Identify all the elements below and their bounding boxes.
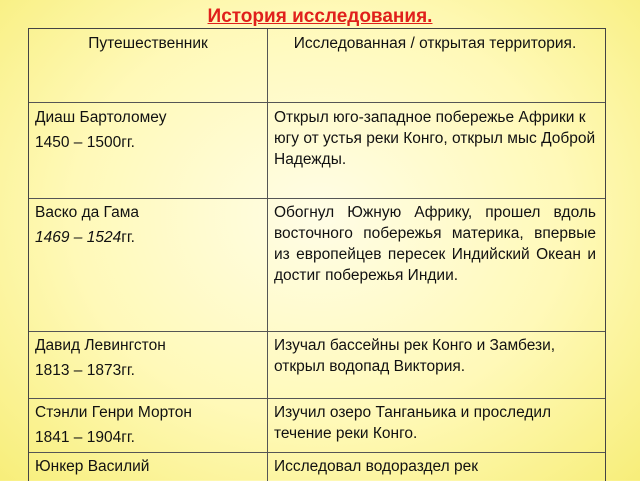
header-territory: Исследованная / открытая территория.	[293, 35, 577, 52]
row-divider	[29, 398, 605, 399]
row-divider	[29, 452, 605, 453]
traveler-name: Диаш Бартоломеу	[35, 109, 167, 126]
row-divider	[29, 102, 605, 103]
header-traveler: Путешественник	[88, 35, 208, 52]
traveler-years: 1813 – 1873гг.	[35, 362, 135, 379]
traveler-years-suffix: гг.	[121, 229, 135, 246]
table-row-traveler	[35, 202, 261, 248]
traveler-name: Давид Левингстон	[35, 337, 166, 354]
traveler-name: Юнкер Василий	[35, 458, 150, 475]
traveler-years: 1450 – 1500гг.	[35, 134, 135, 151]
history-table	[28, 28, 606, 481]
traveler-years-italic: 1469 – 1524	[35, 229, 122, 246]
traveler-years: 1841 – 1904гг.	[35, 429, 135, 446]
traveler-years	[35, 227, 261, 248]
row-divider	[29, 331, 605, 332]
table-row-traveler	[35, 107, 261, 153]
table-row-description: Изучил озеро Танганьика и проследил течение реки Конго.	[274, 404, 552, 442]
table-row-description: Исследовал водораздел рек	[274, 458, 479, 475]
table-row-traveler	[35, 335, 261, 381]
column-divider	[267, 29, 268, 481]
table-row-description: Обогнул Южную Африку, прошел вдоль восточного побережья материка, впервые из европейцев пересек Индийский Океан и достиг побережья Индии.	[274, 204, 596, 284]
row-divider	[29, 198, 605, 199]
table-row-traveler	[35, 456, 261, 477]
traveler-name: Стэнли Генри Мортон	[35, 404, 192, 421]
table-row-description: Изучал бассейны рек Конго и Замбези, открыл водопад Виктория.	[274, 337, 556, 375]
table-row-traveler	[35, 402, 261, 448]
traveler-name: Васко да Гама	[35, 204, 139, 221]
table-row-description: Открыл юго-западное побережье Африки к югу от устья реки Конго, открыл мыс Доброй Надежды.	[274, 109, 596, 168]
page-title: История исследования.	[207, 6, 433, 27]
